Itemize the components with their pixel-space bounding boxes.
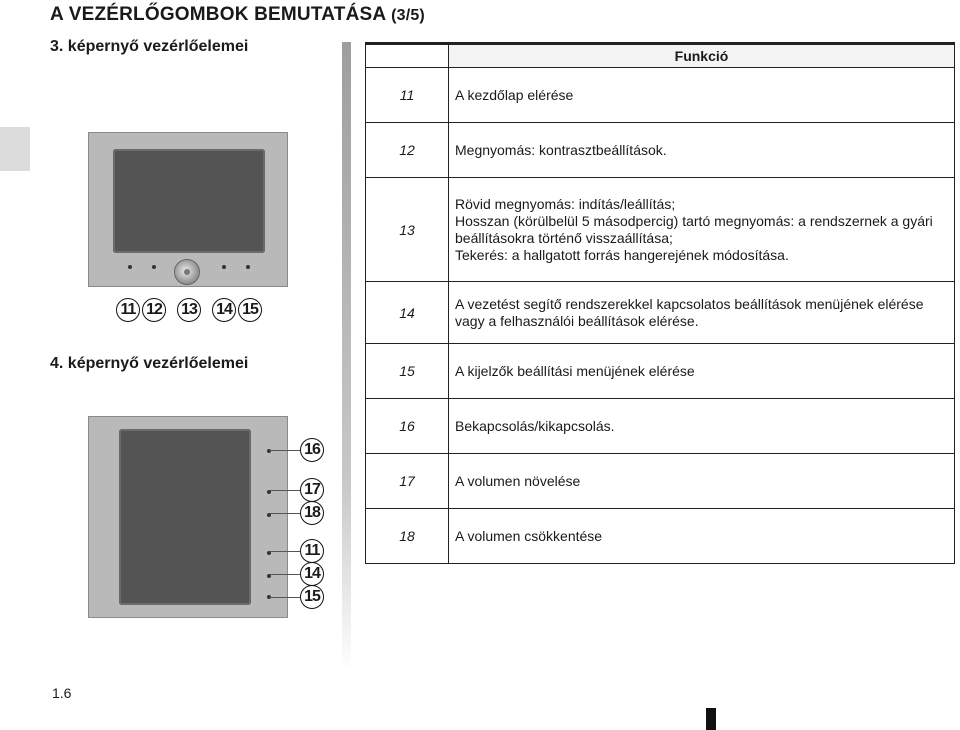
callout-11: 11 [116, 298, 140, 322]
leader-line [270, 574, 300, 575]
row-number: 18 [366, 509, 449, 564]
screen3-device-illustration [88, 132, 288, 287]
callout-14: 14 [300, 562, 324, 586]
leader-line [270, 513, 300, 514]
row-number: 14 [366, 282, 449, 344]
button-14-marker [222, 265, 226, 269]
screen4-device-illustration [88, 416, 288, 618]
description-line: A volumen csökkentése [455, 527, 603, 544]
description-line: Rövid megnyomás: indítás/leállítás; [455, 195, 676, 212]
page-title-suffix: (3/5) [391, 7, 425, 24]
description-line: Hosszan (körülbelül 5 másodpercig) tartó megnyomás: a rendszernek a gyári [455, 212, 933, 229]
callout-17: 17 [300, 478, 324, 502]
callout-13: 13 [177, 298, 201, 322]
table-header-row [366, 44, 955, 68]
leader-line [270, 551, 300, 552]
callout-15: 15 [300, 585, 324, 609]
description-line: A kijelzők beállítási menüjének elérése [455, 362, 695, 379]
vertical-divider-bar [342, 42, 351, 672]
screen3-section-title: 3. képernyő vezérlőelemei [50, 38, 249, 55]
callout-14: 14 [212, 298, 236, 322]
leader-line [270, 490, 300, 491]
screen4-display [119, 429, 251, 605]
table-row [366, 282, 955, 344]
table-row [366, 454, 955, 509]
description-line: A vezetést segítő rendszerekkel kapcsolatos beállítások menüjének elérése [455, 295, 924, 312]
button-15-marker [246, 265, 250, 269]
row-description [449, 399, 955, 454]
description-line: Tekerés: a hallgatott forrás hangerejének módosítása. [455, 246, 789, 263]
callout-16: 16 [300, 438, 324, 462]
row-description [449, 509, 955, 564]
description-line: A volumen növelése [455, 472, 581, 489]
row-number: 12 [366, 123, 449, 178]
description-line: vagy a felhasználói beállítások elérése. [455, 312, 699, 329]
row-number: 16 [366, 399, 449, 454]
row-description [449, 454, 955, 509]
row-description [449, 123, 955, 178]
table-row [366, 178, 955, 282]
button-11-marker [128, 265, 132, 269]
function-table [365, 42, 955, 564]
leader-line [270, 450, 300, 451]
row-description [449, 178, 955, 282]
description-line: Bekapcsolás/kikapcsolás. [455, 417, 615, 434]
description-line: beállításokra történő visszaállítása; [455, 229, 673, 246]
callout-12: 12 [142, 298, 166, 322]
leader-line [270, 597, 300, 598]
row-description [449, 68, 955, 123]
row-description [449, 282, 955, 344]
row-number: 11 [366, 68, 449, 123]
table-row [366, 399, 955, 454]
print-registration-mark [706, 708, 716, 730]
row-number: 13 [366, 178, 449, 282]
table-row [366, 509, 955, 564]
row-number: 15 [366, 344, 449, 399]
page-title [50, 4, 425, 26]
table-header-blank [366, 44, 449, 68]
screen4-section-title: 4. képernyő vezérlőelemei [50, 355, 249, 372]
table-row [366, 123, 955, 178]
callout-11: 11 [300, 539, 324, 563]
page-number: 1.6 [52, 685, 72, 701]
callout-15: 15 [238, 298, 262, 322]
page-title-text: A VEZÉRLŐGOMBOK BEMUTATÁSA [50, 4, 386, 25]
screen3-display [113, 149, 265, 253]
chapter-tab-marker [0, 127, 30, 171]
table-header-function: Funkció [449, 44, 955, 68]
table-row [366, 344, 955, 399]
table-row [366, 68, 955, 123]
row-number: 17 [366, 454, 449, 509]
callout-18: 18 [300, 501, 324, 525]
button-13-knob [174, 259, 200, 285]
button-12-marker [152, 265, 156, 269]
row-description [449, 344, 955, 399]
description-line: A kezdőlap elérése [455, 86, 574, 103]
description-line: Megnyomás: kontrasztbeállítások. [455, 141, 667, 158]
